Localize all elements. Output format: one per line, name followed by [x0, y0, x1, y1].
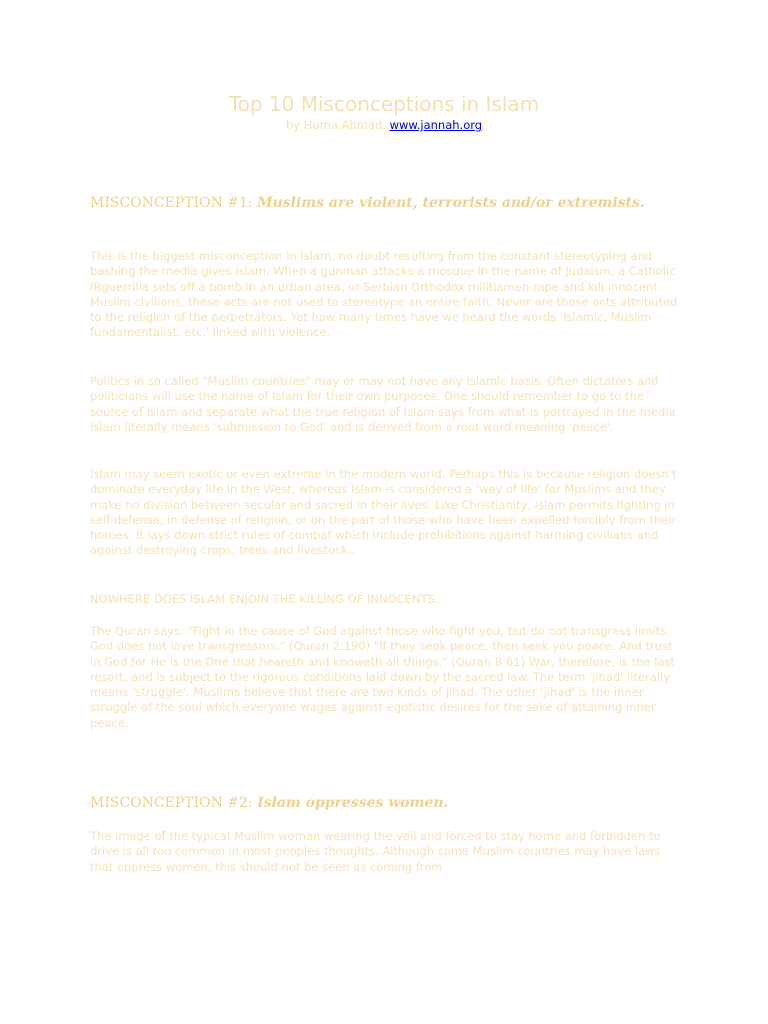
section-label: MISCONCEPTION #1: — [90, 195, 258, 211]
paragraph: This is the biggest misconception in Islam, no doubt resulting from the constant stereotyping and bashing the media gives Islam. When a gunman attacks a mosque in the name of Judaism, a Catholic IRguerrilla sets off a bomb in an urban area, or Serbian Orthodox militiamen rape and kill innocent Muslim civilians, these acts are not used to stereotype an entire faith. Never are these acts attributed to the religion of the perpetrators. Yet how many times have we heard the words 'Islamic, Muslim fundamentalist, etc.' linked with violence. — [90, 249, 678, 340]
byline — [0, 118, 768, 133]
section-heading-2 — [90, 794, 690, 813]
section-label: MISCONCEPTION #2: — [90, 795, 258, 811]
paragraph: Politics in so called "Muslim countries" may or may not have any Islamic basis. Often dictators and politicians will use the name of Islam for their own purposes. One should remember to go to the source of Islam and separate what the true religion of Islam says from what is portrayed in the media. Islam literally means 'submission to God' and is derived from a root word meaning 'peace'. — [90, 374, 680, 434]
paragraph: The image of the typical Muslim woman wearing the veil and forced to stay home and forbidden to drive is all too common in most peoples thoughts. Although some Muslim countries may have laws that oppress women, this should not be seen as coming from — [90, 829, 661, 874]
section-subtitle: Muslims are violent, terrorists and/or extremists. — [257, 195, 645, 211]
document-title: Top 10 Misconceptions in Islam — [228, 92, 540, 116]
section-heading-1 — [90, 194, 690, 213]
byline-link[interactable]: www.jannah.org — [389, 118, 483, 132]
paragraph: The Quran says: "Fight in the cause of God against those who fight you, but do not transgress limits. God does not love transgressors." (Quran 2:190) "If they seek peace, then seek you peace. And trust in God for He is the One that heareth and knoweth all things." (Quran 8:61) War, therefore, is the last resort, and is subject to the rigorous conditions laid down by the sacred law. The term 'jihad' literally means 'struggle'. Muslims believe that there are two kinds of jihad. The other 'jihad' is the inner struggle of the soul which everyone wages against egotistic desires for the sake of attaining inner peace. — [90, 624, 675, 730]
section-subtitle: Islam oppresses women. — [257, 795, 449, 811]
byline-author: by Huma Ahmad, — [285, 118, 390, 132]
paragraph: Islam may seem exotic or even extreme in the modern world. Perhaps this is because religion doesn't dominate everyday life in the West, whereas Islam is considered a 'way of life' for Muslims and they make no division between secular and sacred in their lives. Like Christianity, Islam permits fighting in self-defense, in defense of religion, or on the part of those who have been expelled forcibly from their homes. It lays down strict rules of combat which include prohibitions against harming civilians and against destroying crops, trees and livestock.. — [90, 467, 677, 558]
paragraph: NOWHERE DOES ISLAM ENJOIN THE KILLING OF INNOCENTS.. — [90, 592, 443, 606]
